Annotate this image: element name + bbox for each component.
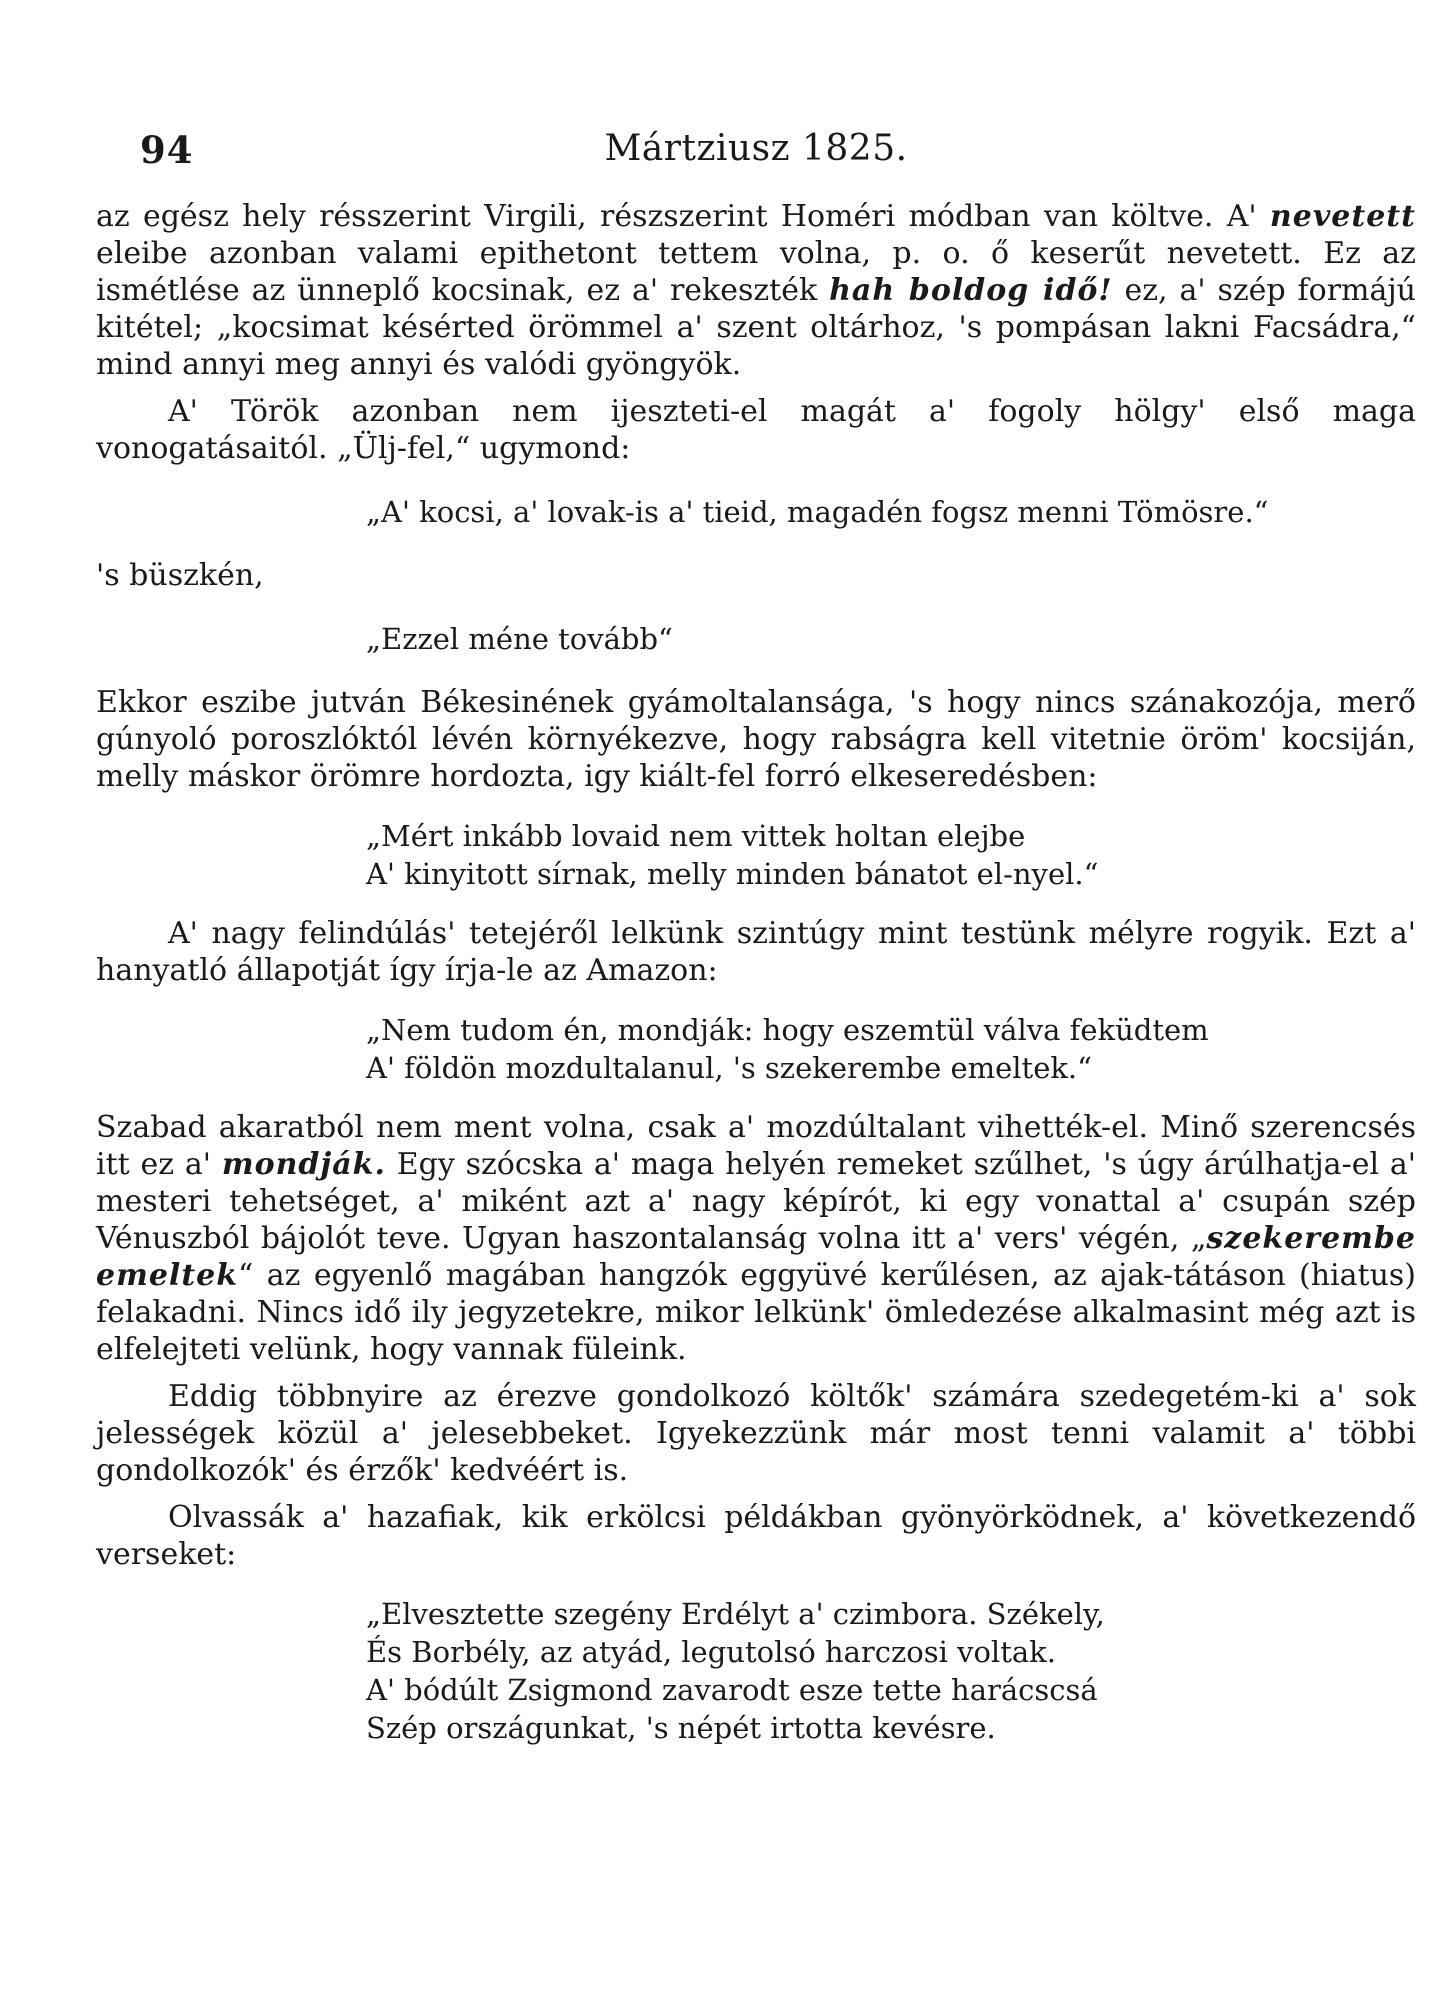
emphasis-hah-boldog-ido: hah boldog idő! bbox=[829, 273, 1113, 308]
verse-line: A' kinyitott sírnak, melly minden bánatot el-nyel.“ bbox=[366, 857, 1099, 891]
paragraph-6: Eddig többnyire az érezve gondolkozó költők' számára szedegetém-ki a' sok jelességek közül a' jelesebbeket. Igyekezzünk már most tenni valamit a' többi gondolkozók' és érzők' kedvéért is. bbox=[96, 1379, 1416, 1488]
lead-line: 's büszkén, bbox=[96, 558, 264, 593]
paragraph-3: Ekkor eszibe jutván Békesinének gyámoltalansága, 's hogy nincs szánakozója, merő gúnyoló poroszlóktól lévén környékezve, hogy rabságra kell vitetnie öröm' kocsiján, melly máskor örömre hordozta, igy kiált-fel forró elkeseredésben: bbox=[96, 685, 1416, 794]
paragraph-7: Olvassák a' hazafiak, kik erkölcsi példákban gyönyörködnek, a' következendő verseket: bbox=[96, 1500, 1416, 1572]
verse-line: „Mért inkább lovaid nem vittek holtan elejbe bbox=[366, 819, 1026, 853]
paragraph-1: az egész hely résszerint Virgili, részszerint Homéri módban van költve. A' nevetett eleibe azonban valami epithetont tettem volna, p. o. ő keserűt nevetett. Ez az ismétlése az ünneplő kocsinak, ez a' rekeszték hah boldog idő! ez, a' szép formájú kitétel; „kocsimat késérted örömmel a' szent oltárhoz, 's pompásan lakni Facsádra,“ mind annyi meg annyi és valódi gyöngyök. bbox=[96, 199, 1416, 382]
verse-line: És Borbély, az atyád, legutolsó harczosi voltak. bbox=[366, 1635, 1056, 1669]
verse-quote-3 bbox=[366, 817, 1416, 893]
verse-quote-4 bbox=[366, 1011, 1416, 1087]
verse-line: Szép országunkat, 's népét irtotta kevésre. bbox=[366, 1711, 996, 1745]
emphasis-szekerembe-emeltek: szekerembe emeltek bbox=[96, 1221, 1416, 1293]
verse-line: „Elvesztette szegény Erdélyt a' czimbora. Székely, bbox=[366, 1597, 1105, 1631]
emphasis-nevetett: nevetett bbox=[1269, 199, 1416, 234]
verse-line: A' bódúlt Zsigmond zavarodt esze tette harácscsá bbox=[366, 1673, 1098, 1707]
verse-quote-2: „Ezzel méne tovább“ bbox=[366, 622, 673, 656]
verse-quote-5 bbox=[366, 1595, 1416, 1747]
verse-line: A' földön mozdultalanul, 's szekerembe emeltek.“ bbox=[366, 1051, 1092, 1085]
running-title: Mártziusz 1825. bbox=[604, 128, 908, 169]
book-page bbox=[96, 128, 1416, 1968]
paragraph-4: A' nagy felindúlás' tetejéről lelkünk szintúgy mint testünk mélyre rogyik. Ezt a' hanyatló állapotját így írja-le az Amazon: bbox=[96, 916, 1416, 988]
verse-line: „Nem tudom én, mondják: hogy eszemtül válva feküdtem bbox=[366, 1013, 1209, 1047]
page-number: 94 bbox=[140, 128, 194, 172]
body-text bbox=[96, 198, 1416, 1747]
verse-quote-1: „A' kocsi, a' lovak-is a' tieid, magadén fogsz menni Tömösre.“ bbox=[366, 495, 1269, 529]
paragraph-2: A' Török azonban nem ijeszteti-el magát a' fogoly hölgy' első maga vonogatásaitól. „Ülj-fel,“ ugymond: bbox=[96, 394, 1416, 466]
emphasis-mondjak: mondják. bbox=[221, 1147, 386, 1182]
page-header bbox=[96, 128, 1416, 198]
paragraph-5: Szabad akaratból nem ment volna, csak a' mozdúltalant vihették-el. Minő szerencsés itt ez a' mondják. Egy szócska a' maga helyén remeket szűlhet, 's úgy árúlhatja-el a' mesteri tehetséget, a' miként azt a' nagy képírót, ki egy vonattal a' csupán szép Vénuszból bájolót teve. Ugyan haszontalanság volna itt a' vers' végén, „szekerembe emeltek“ az egyenlő magában hangzók eggyüvé kerűlésen, az ajak-tátáson (hiatus) felakadni. Nincs idő ily jegyzetekre, mikor lelkünk' ömledezése alkalmasint még azt is elfelejteti velünk, hogy vannak füleink. bbox=[96, 1110, 1416, 1367]
